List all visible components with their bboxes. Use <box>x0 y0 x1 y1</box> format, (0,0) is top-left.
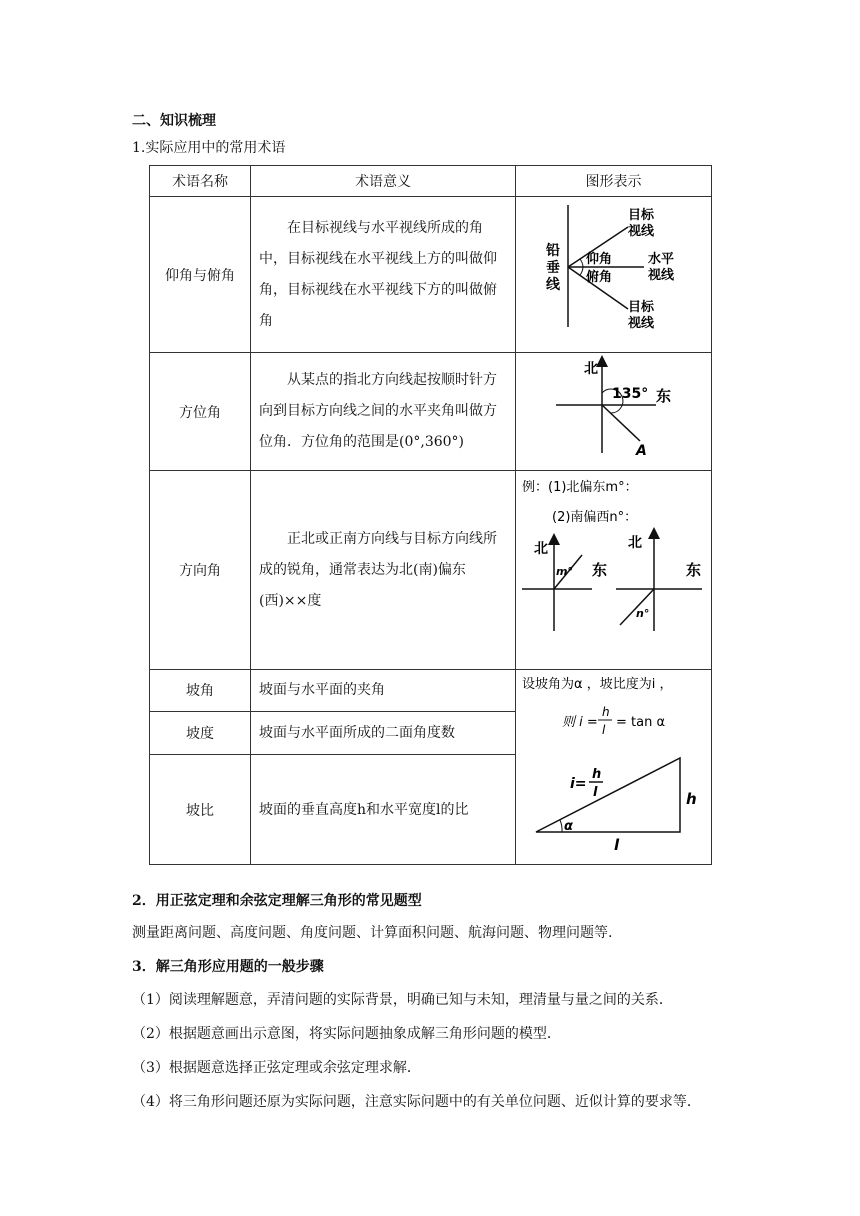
section-2-body: 测量距离问题、高度问题、角度问题、计算面积问题、航海问题、物理问题等. <box>132 925 613 941</box>
l-label: l <box>614 836 620 854</box>
term-name: 方位角 <box>150 353 251 471</box>
i-den: l <box>593 785 598 800</box>
north-label: 北 <box>584 361 598 377</box>
header-cell: 图形表示 <box>516 166 712 197</box>
slope-note: 设坡角为α ，坡比度为i ， <box>522 677 673 692</box>
step-item: （1）阅读理解题意，弄清问题的实际背景，明确已知与未知，理清量与量之间的关系． <box>132 992 673 1008</box>
terms-table <box>149 165 712 865</box>
horizontal-label: 水平 <box>648 252 675 267</box>
h-label: h <box>686 790 697 808</box>
term-meaning: 正北或正南方向线与目标方向线所成的锐角，通常表达为北(南)偏东(西)××度 <box>259 530 497 609</box>
bearing-diagram <box>516 353 711 466</box>
section-title: 二、知识梳理 <box>132 113 216 129</box>
east-label: 东 <box>656 387 672 405</box>
header-cell: 术语意义 <box>251 166 516 197</box>
formula-num: h <box>602 705 610 719</box>
term-meaning: 坡面的垂直高度h和水平宽度l的比 <box>259 801 469 818</box>
section-2-title: 2．用正弦定理和余弦定理解三角形的常见题型 <box>132 893 422 909</box>
table-row <box>150 471 712 670</box>
slope-triangle <box>536 758 680 832</box>
term-meaning: 在目标视线与水平视线所成的角中，目标视线在水平视线上方的叫做仰角，目标视线在水平视线下方的叫做俯角 <box>259 219 497 329</box>
i-label: i= <box>570 776 587 792</box>
slope-diagram <box>516 670 711 860</box>
step-item: （4）将三角形问题还原为实际问题，注意实际问题中的有关单位问题、近似计算的要求等． <box>132 1094 701 1110</box>
term-meaning: 坡面与水平面的夹角 <box>259 682 385 699</box>
direction-diagram <box>516 471 711 665</box>
term-name: 坡比 <box>150 755 251 865</box>
target-bottom-label: 目标 <box>628 300 655 315</box>
east-label: 东 <box>592 561 608 579</box>
east-label: 东 <box>686 561 702 579</box>
header-cell: 术语名称 <box>150 166 251 197</box>
bearing-diagram-cell <box>516 353 712 471</box>
elevation-diagram-cell <box>516 197 712 353</box>
vertical-label: 垂 <box>546 260 560 276</box>
step-item: （3）根据题意选择正弦定理或余弦定理求解． <box>132 1060 421 1076</box>
angle-label: 135° <box>612 386 649 402</box>
example-2: (2)南偏西n°： <box>552 510 638 525</box>
table-row <box>150 670 712 712</box>
term-meaning: 从某点的指北方向线起按顺时针方向到目标方向线之间的水平夹角叫做方位角．方位角的范围是(0°,360°) <box>259 372 497 450</box>
term-name: 仰角与俯角 <box>150 197 251 353</box>
step-item: （2）根据题意画出示意图，将实际问题抽象成解三角形问题的模型． <box>132 1026 561 1042</box>
m-label: m° <box>556 565 573 578</box>
n-label: n° <box>636 607 650 620</box>
horizontal-label: 视线 <box>648 268 675 283</box>
section-3-title: 3．解三角形应用题的一般步骤 <box>132 959 324 975</box>
depression-label: 俯角 <box>586 270 613 285</box>
table-header-row <box>150 166 712 197</box>
table-row <box>150 353 712 471</box>
slope-diagram-cell <box>516 670 712 865</box>
target-bottom-label: 视线 <box>628 316 655 331</box>
north-label: 北 <box>628 535 642 551</box>
i-num: h <box>592 767 602 782</box>
target-top-label: 目标 <box>628 208 655 223</box>
direction-diagram-cell <box>516 471 712 670</box>
example-1: 例：(1)北偏东m°： <box>522 480 638 495</box>
alpha-label: α <box>564 819 573 834</box>
subsection-title: 1.实际应用中的常用术语 <box>132 140 286 156</box>
formula-den: l <box>602 723 606 737</box>
term-name: 坡角 <box>150 670 251 712</box>
target-top-label: 视线 <box>628 224 655 239</box>
vertical-label: 线 <box>546 277 560 293</box>
point-label: A <box>636 443 647 459</box>
formula-suffix: = tan α <box>616 715 666 730</box>
north-label: 北 <box>534 541 548 557</box>
term-name: 坡度 <box>150 711 251 755</box>
table-row <box>150 197 712 353</box>
elevation-diagram <box>516 197 711 348</box>
elevation-label: 仰角 <box>586 252 613 267</box>
vertical-label: 铅 <box>546 243 560 259</box>
term-name: 方向角 <box>150 471 251 670</box>
formula-prefix: 则 i = <box>562 715 598 730</box>
term-meaning: 坡面与水平面所成的二面角度数 <box>259 724 455 741</box>
